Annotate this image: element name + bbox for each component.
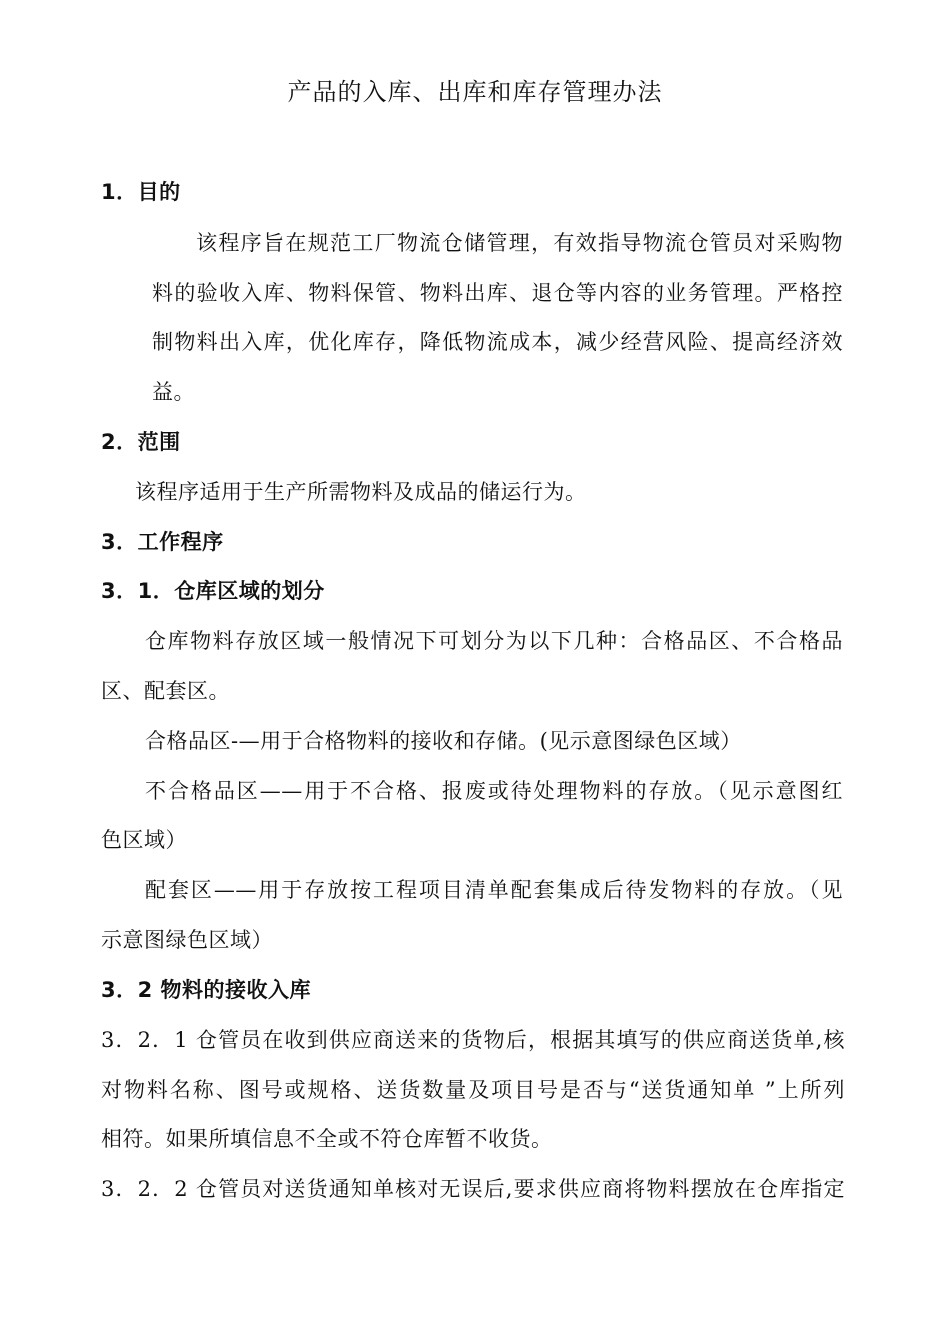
paragraph-line: 示意图绿色区域） — [101, 928, 273, 952]
paragraph-line: 该程序旨在规范工厂物流仓储管理，有效指导物流仓管员对采购物 — [196, 231, 843, 255]
paragraph-line: 配套区——用于存放按工程项目清单配套集成后待发物料的存放。（见 — [145, 878, 843, 902]
section-heading-scope: 2．范围 — [101, 430, 181, 454]
section-heading-zones: 3．1．仓库区域的划分 — [101, 579, 325, 603]
paragraph-line: 仓库物料存放区域一般情况下可划分为以下几种：合格品区、不合格品 — [145, 629, 843, 653]
paragraph-line: 3．2．1 仓管员在收到供应商送来的货物后，根据其填写的供应商送货单,核 — [101, 1028, 845, 1052]
paragraph-line: 制物料出入库，优化库存，降低物流成本，减少经营风险、提高经济效 — [152, 330, 843, 354]
paragraph-line: 色区域） — [101, 828, 187, 852]
paragraph-line: 对物料名称、图号或规格、送货数量及项目号是否与“送货通知单 ”上所列 — [101, 1078, 845, 1102]
section-heading-procedure: 3．工作程序 — [101, 530, 224, 554]
paragraph-line: 合格品区-—用于合格物料的接收和存储。(见示意图绿色区域） — [145, 729, 742, 753]
paragraph-line: 该程序适用于生产所需物料及成品的储运行为。 — [135, 480, 587, 504]
paragraph-line: 相符。如果所填信息不全或不符仓库暂不收货。 — [101, 1127, 553, 1151]
section-heading-receiving: 3．2 物料的接收入库 — [101, 978, 312, 1002]
paragraph-line: 区、配套区。 — [101, 679, 230, 703]
paragraph-line: 3．2．2 仓管员对送货通知单核对无误后,要求供应商将物料摆放在仓库指定 — [101, 1177, 845, 1201]
document-title: 产品的入库、出库和库存管理办法 — [287, 78, 663, 106]
paragraph-line: 不合格品区——用于不合格、报废或待处理物料的存放。（见示意图红 — [145, 779, 843, 803]
paragraph-line: 益。 — [152, 380, 195, 404]
section-heading-purpose: 1．目的 — [101, 180, 181, 204]
paragraph-line: 料的验收入库、物料保管、物料出库、退仓等内容的业务管理。严格控 — [152, 281, 843, 305]
